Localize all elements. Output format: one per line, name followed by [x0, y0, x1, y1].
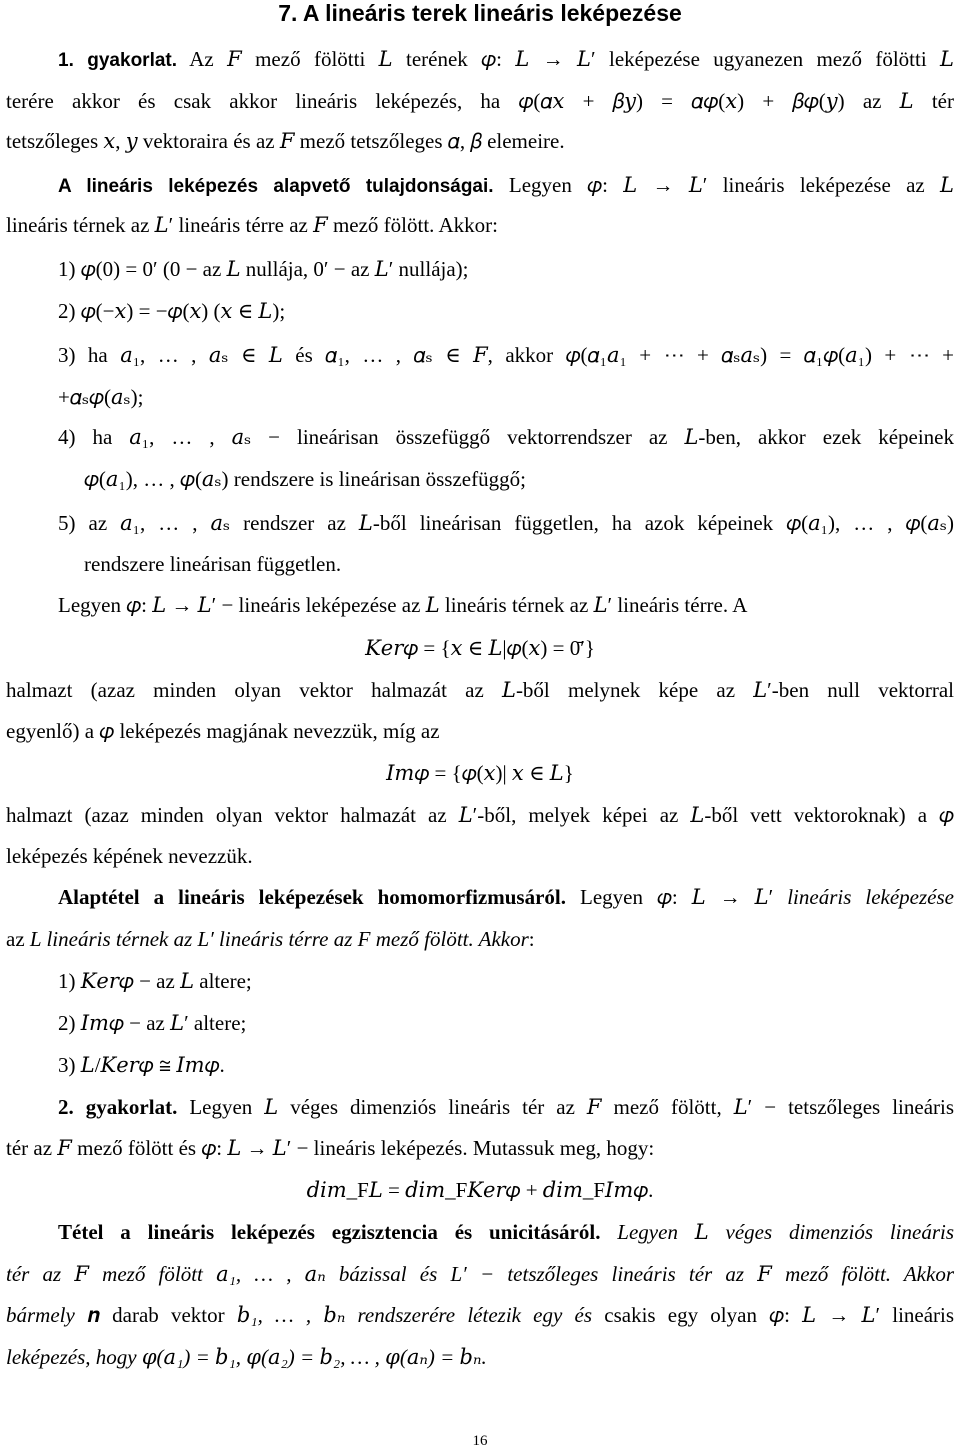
exercise-2-line-1	[58, 1094, 954, 1120]
theorem-1-item-3: 3) 𝐿/𝐾𝑒𝑟𝜑 ≅ 𝐼𝑚𝜑.	[58, 1053, 225, 1077]
exercise-1-line-1	[58, 46, 954, 74]
theorem-1-text-2c: :	[528, 927, 535, 951]
theorem-2-line-2: tér az 𝐹 mező fölött 𝑎₁, … , 𝑎ₙ bázissal és L′ − tetszőleges lineáris tér az 𝐹 mező fölött. Akkor	[6, 1262, 954, 1286]
image-formula: 𝐼𝑚𝜑 = {𝜑(𝑥)| 𝑥 ∈ 𝐿}	[386, 761, 574, 785]
properties-heading: A lineáris leképezés alapvető tulajdonságai.	[58, 176, 494, 197]
theorem-1-heading: Alaptétel a lineáris leképezések homomorfizmusáról.	[58, 885, 566, 909]
kernel-formula: 𝐾𝑒𝑟𝜑 = {𝑥 ∈ 𝐿|𝜑(𝑥) = 0̄′}	[365, 636, 595, 660]
kernel-intro: Legyen 𝜑: 𝐿 → 𝐿′ − lineáris leképezése az 𝐿 lineáris térnek az 𝐿′ lineáris térre. A	[58, 593, 748, 617]
exercise-1-line-2: terére akkor és csak akkor lineáris leképezés, ha 𝜑(𝛼𝑥 + 𝛽𝑦) = 𝛼𝜑(𝑥) + 𝛽𝜑(𝑦) az 𝐿 tér	[6, 89, 954, 113]
property-item-5a: 5) az 𝑎₁, … , 𝑎ₛ rendszer az 𝐿-ből lineárisan független, ha azok képeinek 𝜑(𝑎₁), … , 𝜑(𝑎ₛ)	[58, 511, 954, 535]
theorem-2-line-1	[58, 1219, 954, 1245]
theorem-2-text-3b: 𝒏 darab vektor	[87, 1303, 225, 1327]
theorem-1-item-2: 2) 𝐼𝑚𝜑 − az 𝐿′ altere;	[58, 1011, 247, 1035]
exercise-1-line-3: tetszőleges 𝑥, 𝑦 vektoraira és az 𝐹 mező tetszőleges 𝛼, 𝛽 elemeire.	[6, 129, 565, 153]
properties-text-1: Legyen 𝜑: 𝐿 → 𝐿′ lineáris leképezése az 𝐿	[508, 173, 954, 197]
property-item-4a: 4) ha 𝑎₁, … , 𝑎ₛ − lineárisan összefüggő vektorrendszer az 𝐿-ben, akkor ezek képeinek	[58, 425, 954, 449]
theorem-1-text-1b: lineáris leképezése	[787, 885, 954, 909]
theorem-2-text-1: Legyen 𝐿 véges dimenziós lineáris	[617, 1220, 955, 1244]
property-item-3b: +𝛼ₛ𝜑(𝑎ₛ);	[58, 385, 144, 409]
property-item-2: 2) 𝜑(−𝑥) = −𝜑(𝑥) (𝑥 ∈ 𝐿);	[58, 299, 286, 323]
property-item-3a: 3) ha 𝑎₁, … , 𝑎ₛ ∈ 𝐿 és 𝛼₁, … , 𝛼ₛ ∈ 𝐹, akkor 𝜑(𝛼₁𝑎₁ + ⋯ + 𝛼ₛ𝑎ₛ) = 𝛼₁𝜑(𝑎₁) + ⋯ +	[58, 343, 954, 367]
exercise-1-label: 1. gyakorlat.	[58, 50, 178, 71]
exercise-2-text-1: Legyen 𝐿 véges dimenziós lineáris tér az 𝐹 mező fölött, 𝐿′ − tetszőleges lineáris	[189, 1095, 955, 1119]
theorem-1-text-1a: Legyen 𝜑: 𝐿 → 𝐿′	[580, 885, 774, 909]
image-line-1: halmazt (azaz minden olyan vektor halmazát az 𝐿′-ből, melyek képei az 𝐿-ből vett vektoroknak) a 𝜑	[6, 803, 954, 827]
theorem-2-text-3d: csakis egy olyan 𝜑: 𝐿 → 𝐿′ lineáris	[604, 1303, 955, 1327]
exercise-2-label: 2. gyakorlat.	[58, 1095, 178, 1119]
theorem-2-heading: Tétel a lineáris leképezés egzisztencia és unicitásáról.	[58, 1220, 601, 1244]
image-line-2: leképezés képének nevezzük.	[6, 844, 253, 868]
exercise-1-text-1: Az 𝐹 mező fölötti 𝐿 terének 𝜑: 𝐿 → 𝐿′ leképezése ugyanezen mező fölötti 𝐿	[189, 47, 954, 71]
theorem-2-text-3c: 𝑏₁, … , 𝑏ₙ rendszerére létezik egy és	[236, 1303, 593, 1327]
property-item-5b: rendszere lineárisan független.	[84, 552, 342, 576]
dimension-formula: 𝑑𝑖𝑚_F𝐿 = 𝑑𝑖𝑚_F𝐾𝑒𝑟𝜑 + 𝑑𝑖𝑚_F𝐼𝑚𝜑.	[306, 1178, 654, 1202]
page-number: 16	[472, 1433, 488, 1449]
theorem-2-line-3	[6, 1302, 954, 1328]
property-item-1: 1) 𝜑(0) = 0′ (0 − az 𝐿 nullája, 0′ − az 𝐿′ nullája);	[58, 257, 469, 281]
section-title: 7. A lineáris terek lineáris leképezése	[278, 0, 682, 26]
kernel-line-3: egyenlő) a 𝜑 leképezés magjának nevezzük, míg az	[6, 719, 440, 743]
properties-line-2: lineáris térnek az 𝐿′ lineáris térre az 𝐹 mező fölött. Akkor:	[6, 213, 499, 237]
theorem-1-text-2a: az	[6, 927, 25, 951]
exercise-2-line-2: tér az 𝐹 mező fölött és 𝜑: 𝐿 → 𝐿′ − lineáris leképezés. Mutassuk meg, hogy:	[6, 1136, 655, 1160]
properties-line-1	[58, 172, 954, 200]
property-item-4b: 𝜑(𝑎₁), … , 𝜑(𝑎ₛ) rendszere is lineárisan összefüggő;	[84, 467, 526, 491]
theorem-1-line-2	[6, 926, 954, 952]
theorem-1-text-2b: L lineáris térnek az L′ lineáris térre az F mező fölött. Akkor	[29, 927, 529, 951]
theorem-2-text-3a: bármely	[6, 1303, 75, 1327]
theorem-1-item-1: 1) 𝐾𝑒𝑟𝜑 − az 𝐿 altere;	[58, 969, 252, 993]
kernel-line-2: halmazt (azaz minden olyan vektor halmazát az 𝐿-ből melynek képe az 𝐿′-ben null vektorral	[6, 678, 954, 702]
theorem-1-line-1	[58, 884, 954, 910]
theorem-2-line-4: leképezés, hogy 𝜑(𝑎₁) = 𝑏₁, 𝜑(𝑎₂) = 𝑏₂, … , 𝜑(𝑎ₙ) = 𝑏ₙ.	[6, 1345, 487, 1369]
